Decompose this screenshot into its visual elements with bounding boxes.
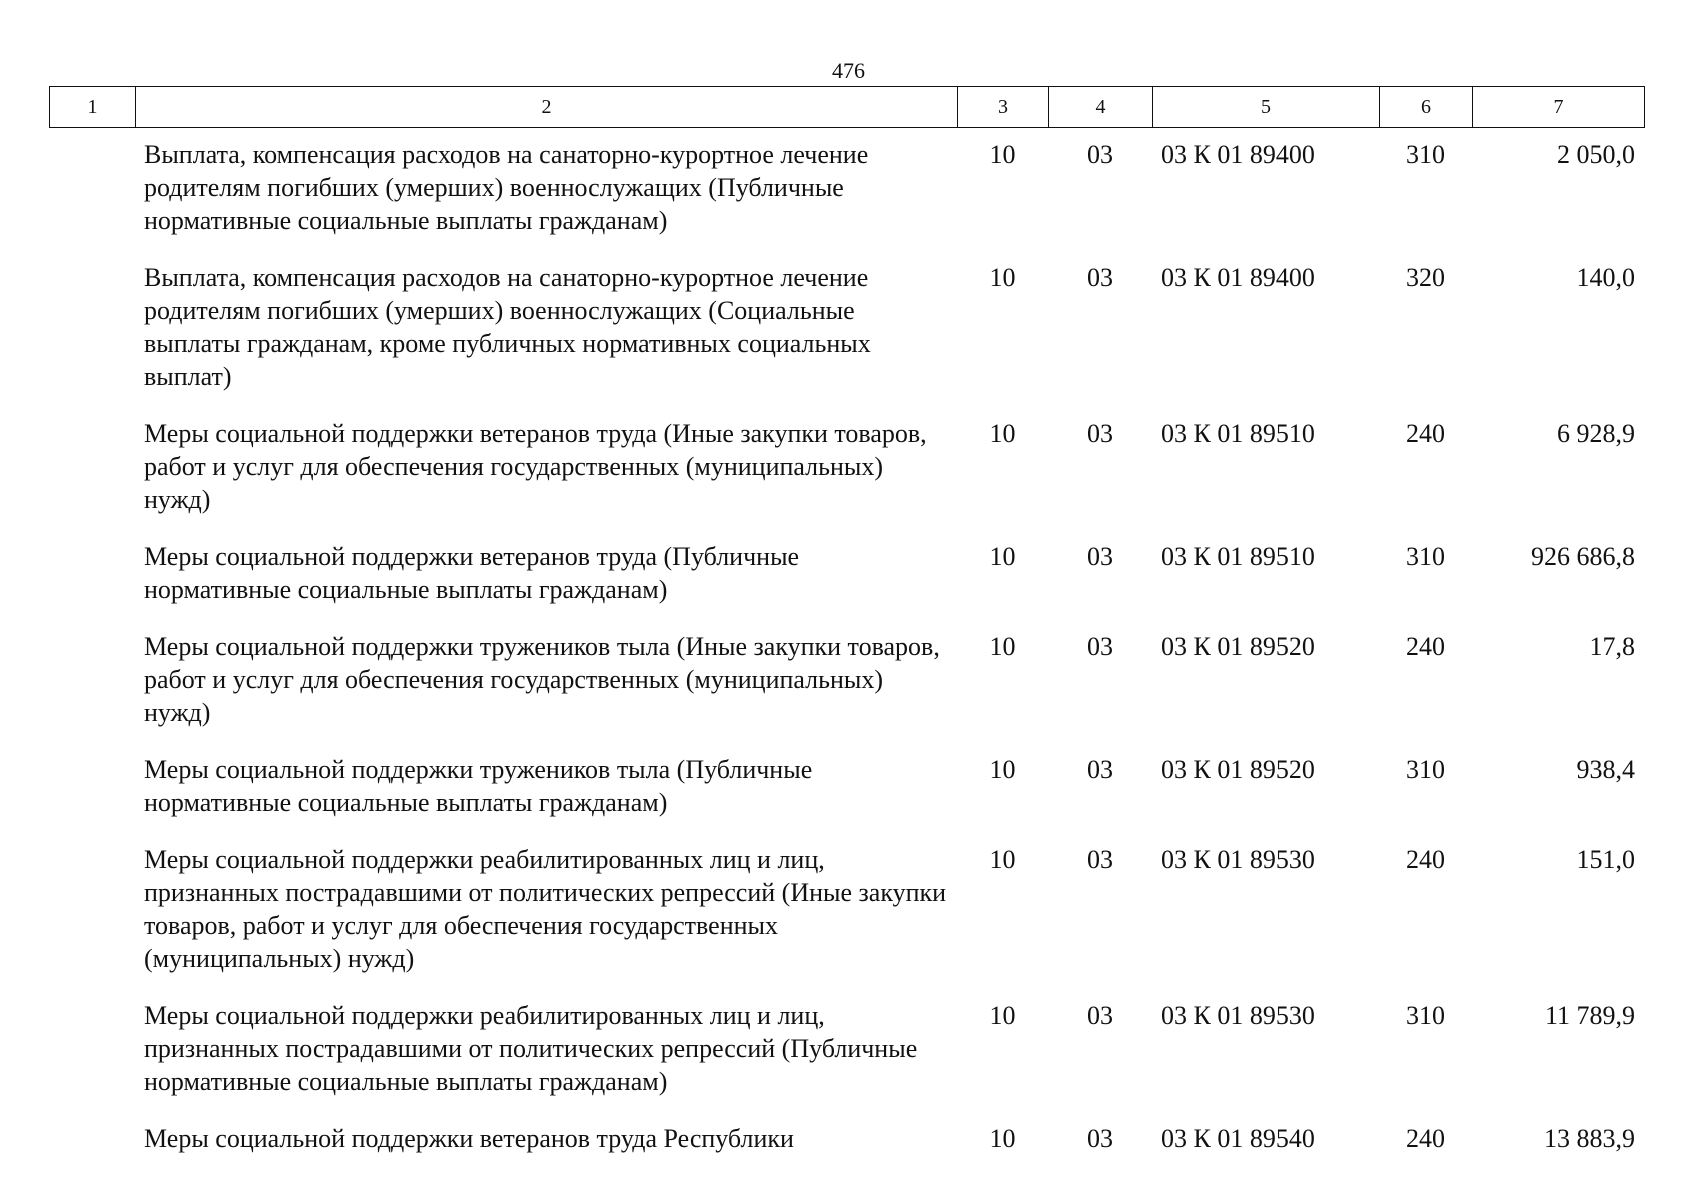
target-article-cell: 03 К 01 89520 xyxy=(1161,632,1315,661)
target-article-cell: 03 К 01 89400 xyxy=(1161,140,1315,169)
expense-type-cell: 240 xyxy=(1406,419,1445,448)
subsection-cell: 03 xyxy=(1087,1124,1113,1153)
budget-table xyxy=(49,128,1644,1169)
table-row xyxy=(49,989,1644,1112)
section-cell: 10 xyxy=(989,632,1016,661)
subsection-cell: 03 xyxy=(1087,632,1113,661)
header-col-1: 1 xyxy=(50,87,136,128)
section-cell: 10 xyxy=(989,140,1016,169)
description-cell: Выплата, компенсация расходов на санаторно-курортное лечение родителям погибших (умерших) военнослужащих (Публичные нормативные социальные выплаты гражданам) xyxy=(144,140,869,235)
description-cell: Меры социальной поддержки реабилитированных лиц и лиц, признанных пострадавшими от политических репрессий (Иные закупки товаров, работ и услуг для обеспечения государственных (муниципальных) нужд) xyxy=(144,845,947,973)
page-number: 476 xyxy=(832,58,865,83)
amount-cell: 926 686,8 xyxy=(1531,542,1635,571)
expense-type-cell: 310 xyxy=(1406,542,1445,571)
amount-cell: 17,8 xyxy=(1589,632,1635,661)
header-row xyxy=(50,87,1645,128)
table-row xyxy=(49,128,1644,251)
header-col-6: 6 xyxy=(1380,87,1473,128)
header-col-2: 2 xyxy=(136,87,958,128)
table-row xyxy=(49,1112,1644,1169)
row-number-cell xyxy=(49,251,135,407)
description-cell: Меры социальной поддержки ветеранов труда Республики xyxy=(144,1124,794,1153)
row-number-cell xyxy=(49,128,135,251)
expense-type-cell: 320 xyxy=(1406,263,1445,292)
amount-cell: 151,0 xyxy=(1576,845,1635,874)
row-number-cell xyxy=(49,1112,135,1169)
description-cell: Меры социальной поддержки ветеранов труда (Публичные нормативные социальные выплаты гражданам) xyxy=(144,542,800,604)
subsection-cell: 03 xyxy=(1087,755,1113,784)
section-cell: 10 xyxy=(989,263,1016,292)
section-cell: 10 xyxy=(989,1001,1016,1030)
section-cell: 10 xyxy=(989,419,1016,448)
table-row xyxy=(49,743,1644,833)
table-row xyxy=(49,407,1644,530)
description-cell: Меры социальной поддержки тружеников тыла (Публичные нормативные социальные выплаты гражданам) xyxy=(144,755,813,817)
subsection-cell: 03 xyxy=(1087,1001,1113,1030)
section-cell: 10 xyxy=(989,542,1016,571)
amount-cell: 2 050,0 xyxy=(1557,140,1635,169)
header-col-7: 7 xyxy=(1473,87,1645,128)
target-article-cell: 03 К 01 89530 xyxy=(1161,845,1315,874)
header-col-3: 3 xyxy=(958,87,1049,128)
amount-cell: 13 883,9 xyxy=(1544,1124,1635,1153)
amount-cell: 11 789,9 xyxy=(1544,1001,1635,1030)
row-number-cell xyxy=(49,407,135,530)
subsection-cell: 03 xyxy=(1087,845,1113,874)
table-row xyxy=(49,833,1644,989)
amount-cell: 140,0 xyxy=(1576,263,1635,292)
target-article-cell: 03 К 01 89520 xyxy=(1161,755,1315,784)
header-col-4: 4 xyxy=(1049,87,1153,128)
section-cell: 10 xyxy=(989,755,1016,784)
row-number-cell xyxy=(49,743,135,833)
expense-type-cell: 240 xyxy=(1406,845,1445,874)
target-article-cell: 03 К 01 89530 xyxy=(1161,1001,1315,1030)
row-number-cell xyxy=(49,833,135,989)
table-row xyxy=(49,530,1644,620)
expense-type-cell: 310 xyxy=(1406,755,1445,784)
amount-cell: 6 928,9 xyxy=(1557,419,1635,448)
section-cell: 10 xyxy=(989,845,1016,874)
table-row xyxy=(49,620,1644,743)
target-article-cell: 03 К 01 89510 xyxy=(1161,542,1315,571)
subsection-cell: 03 xyxy=(1087,263,1113,292)
target-article-cell: 03 К 01 89510 xyxy=(1161,419,1315,448)
subsection-cell: 03 xyxy=(1087,140,1113,169)
amount-cell: 938,4 xyxy=(1576,755,1635,784)
expense-type-cell: 240 xyxy=(1406,1124,1445,1153)
section-cell: 10 xyxy=(989,1124,1016,1153)
description-cell: Меры социальной поддержки реабилитированных лиц и лиц, признанных пострадавшими от политических репрессий (Публичные нормативные социальные выплаты гражданам) xyxy=(144,1001,918,1096)
expense-type-cell: 240 xyxy=(1406,632,1445,661)
expense-type-cell: 310 xyxy=(1406,1001,1445,1030)
subsection-cell: 03 xyxy=(1087,542,1113,571)
expense-type-cell: 310 xyxy=(1406,140,1445,169)
target-article-cell: 03 К 01 89540 xyxy=(1161,1124,1315,1153)
target-article-cell: 03 К 01 89400 xyxy=(1161,263,1315,292)
row-number-cell xyxy=(49,530,135,620)
subsection-cell: 03 xyxy=(1087,419,1113,448)
column-number-header xyxy=(49,86,1645,128)
description-cell: Меры социальной поддержки ветеранов труда (Иные закупки товаров, работ и услуг для обеспечения государственных (муниципальных) нужд) xyxy=(144,419,927,514)
description-cell: Выплата, компенсация расходов на санаторно-курортное лечение родителям погибших (умерших) военнослужащих (Социальные выплаты гражданам, кроме публичных нормативных социальных выплат) xyxy=(144,263,871,391)
description-cell: Меры социальной поддержки тружеников тыла (Иные закупки товаров, работ и услуг для обеспечения государственных (муниципальных) нужд) xyxy=(144,632,940,727)
row-number-cell xyxy=(49,989,135,1112)
row-number-cell xyxy=(49,620,135,743)
header-col-5: 5 xyxy=(1153,87,1380,128)
table-row xyxy=(49,251,1644,407)
